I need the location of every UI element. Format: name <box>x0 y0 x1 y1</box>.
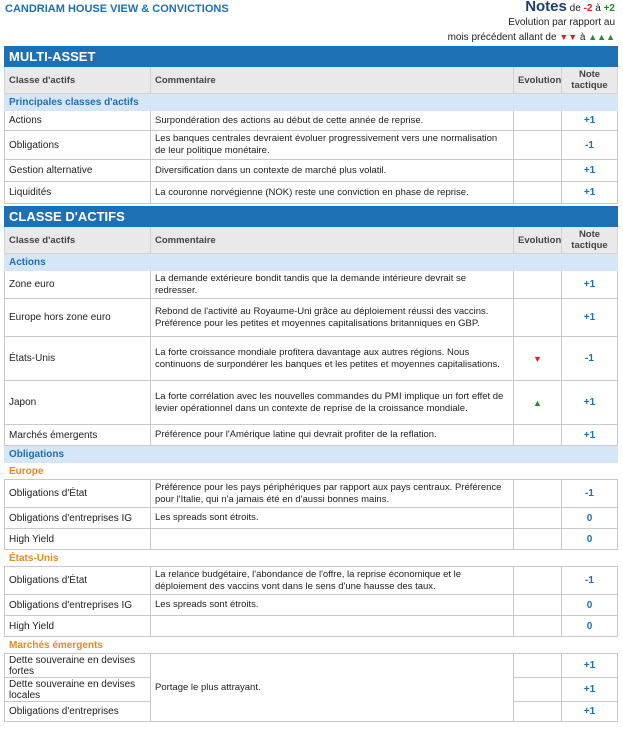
col-evolution: Evolution <box>514 67 562 94</box>
table-row <box>5 616 618 637</box>
notes-max: +2 <box>603 3 615 14</box>
comment-cell: Les spreads sont étroits. <box>151 595 514 616</box>
asset-name: Zone euro <box>5 271 151 299</box>
asset-name: Europe hors zone euro <box>5 299 151 337</box>
comment-cell: Préférence pour l'Amérique latine qui devrait profiter de la reflation. <box>151 425 514 446</box>
table-row <box>5 567 618 595</box>
comment-cell: Rebond de l'activité au Royaume-Uni grâce au déploiement réussi des vaccins. Préférence pour les petites et moyennes capitalisations britanniques en GBP. <box>151 299 514 337</box>
table-row <box>5 111 618 131</box>
subcat-bonds: Obligations <box>5 446 618 463</box>
down-arrow-icon: ▼▼ <box>559 32 578 42</box>
up-arrow-icon: ▲ <box>514 381 562 425</box>
asset-name: Obligations d'entreprises IG <box>5 595 151 616</box>
table-row <box>5 425 618 446</box>
table-row <box>5 182 618 204</box>
column-header-row <box>5 227 618 254</box>
notes-legend <box>448 0 615 45</box>
notes-title: Notes <box>525 0 567 15</box>
comment-cell: La couronne norvégienne (NOK) reste une conviction en phase de reprise. <box>151 182 514 204</box>
col-evolution: Evolution <box>514 227 562 254</box>
table-row <box>5 337 618 381</box>
asset-name: Obligations <box>5 131 151 160</box>
evolution-cell <box>514 182 562 204</box>
evolution-cell <box>514 480 562 508</box>
evolution-cell <box>514 111 562 131</box>
note-cell: +1 <box>562 182 618 204</box>
note-cell: +1 <box>562 425 618 446</box>
asset-name: Liquidités <box>5 182 151 204</box>
comment-cell <box>151 529 514 550</box>
note-cell: 0 <box>562 508 618 529</box>
comment-cell <box>151 616 514 637</box>
note-cell: +1 <box>562 271 618 299</box>
asset-name: Marchés émergents <box>5 425 151 446</box>
note-cell: +1 <box>562 678 618 702</box>
subcat-actions: Actions <box>5 254 618 271</box>
table-row <box>5 508 618 529</box>
note-cell: +1 <box>562 654 618 678</box>
evolution-cell <box>514 567 562 595</box>
evolution-cell <box>514 299 562 337</box>
notes-de: de <box>569 3 581 14</box>
table-row <box>5 654 618 678</box>
region-europe: Europe <box>5 463 618 480</box>
col-asset: Classe d'actifs <box>5 67 151 94</box>
comment-cell: La forte corrélation avec les nouvelles commandes du PMI implique un fort effet de levier opérationnel dans un contexte de reprise de la croissance mondiale. <box>151 381 514 425</box>
note-cell: -1 <box>562 480 618 508</box>
asset-name: Japon <box>5 381 151 425</box>
evolution-cell <box>514 131 562 160</box>
comment-cell: La forte croissance mondiale profitera davantage aux autres régions. Nous continuons de surpondérer les banques et les petites et moyennes capitalisations. <box>151 337 514 381</box>
asset-class-table <box>4 206 618 722</box>
region-emerging: Marchés émergents <box>5 637 618 654</box>
comment-cell: Préférence pour les pays périphériques par rapport aux pays centraux. Préférence pour l'Italie, qui n'a jamais été en d'aussi bonnes mains. <box>151 480 514 508</box>
page-title: CANDRIAM HOUSE VIEW & CONVICTIONS <box>5 3 229 15</box>
note-cell: -1 <box>562 567 618 595</box>
asset-name: Gestion alternative <box>5 160 151 182</box>
asset-name: Obligations d'État <box>5 567 151 595</box>
legend-line2: mois précédent allant de <box>447 32 557 43</box>
comment-cell: La demande extérieure bondit tandis que la demande intérieure devrait se redresser. <box>151 271 514 299</box>
section-asset-class <box>5 207 618 227</box>
asset-name: Dette souveraine en devises fortes <box>5 654 151 678</box>
section-multi-asset <box>5 47 618 67</box>
evolution-cell <box>514 160 562 182</box>
region-us: États-Unis <box>5 550 618 567</box>
comment-cell: Surpondération des actions au début de cette année de reprise. <box>151 111 514 131</box>
comment-cell: Portage le plus attrayant. <box>151 654 514 722</box>
asset-name: High Yield <box>5 529 151 550</box>
evolution-cell <box>514 595 562 616</box>
note-cell: 0 <box>562 595 618 616</box>
col-comment: Commentaire <box>151 227 514 254</box>
evolution-cell <box>514 508 562 529</box>
table-row <box>5 160 618 182</box>
note-cell: -1 <box>562 337 618 381</box>
asset-name: High Yield <box>5 616 151 637</box>
asset-name: Actions <box>5 111 151 131</box>
note-cell: 0 <box>562 616 618 637</box>
asset-name: Obligations d'entreprises IG <box>5 508 151 529</box>
note-cell: 0 <box>562 529 618 550</box>
multi-asset-table <box>4 46 618 204</box>
evolution-cell <box>514 529 562 550</box>
col-note: Note tactique <box>562 227 618 254</box>
comment-cell: Les banques centrales devraient évoluer progressivement vers une normalisation de leur politique monétaire. <box>151 131 514 160</box>
col-note: Note tactique <box>562 67 618 94</box>
table-row <box>5 480 618 508</box>
col-comment: Commentaire <box>151 67 514 94</box>
asset-name: Obligations d'entreprises <box>5 702 151 722</box>
evolution-cell <box>514 616 562 637</box>
legend-line1: Evolution par rapport au <box>508 17 615 28</box>
asset-name: Dette souveraine en devises locales <box>5 678 151 702</box>
note-cell: +1 <box>562 702 618 722</box>
asset-name: Obligations d'État <box>5 480 151 508</box>
column-header-row <box>5 67 618 94</box>
up-arrow-icon: ▲▲▲ <box>588 32 615 42</box>
notes-min: -2 <box>583 3 593 14</box>
evolution-cell <box>514 654 562 678</box>
evolution-cell <box>514 425 562 446</box>
evolution-cell <box>514 702 562 722</box>
legend-a: à <box>579 32 586 43</box>
evolution-cell <box>514 678 562 702</box>
subcat-main-classes: Principales classes d'actifs <box>5 94 618 111</box>
table-row <box>5 271 618 299</box>
note-cell: +1 <box>562 160 618 182</box>
note-cell: +1 <box>562 299 618 337</box>
col-asset: Classe d'actifs <box>5 227 151 254</box>
table-row <box>5 131 618 160</box>
down-arrow-icon: ▼ <box>514 337 562 381</box>
evolution-cell <box>514 271 562 299</box>
comment-cell: Diversification dans un contexte de marché plus volatil. <box>151 160 514 182</box>
table-row <box>5 381 618 425</box>
comment-cell: La relance budgétaire, l'abondance de l'offre, la reprise économique et le déploiement des vaccins vont dans le sens d'une hausse des taux. <box>151 567 514 595</box>
comment-cell: Les spreads sont étroits. <box>151 508 514 529</box>
section-title: CLASSE D'ACTIFS <box>5 207 618 227</box>
notes-a: à <box>595 3 601 14</box>
note-cell: -1 <box>562 131 618 160</box>
note-cell: +1 <box>562 111 618 131</box>
table-row <box>5 299 618 337</box>
table-row <box>5 595 618 616</box>
asset-name: États-Unis <box>5 337 151 381</box>
table-row <box>5 529 618 550</box>
section-title: MULTI-ASSET <box>5 47 618 67</box>
note-cell: +1 <box>562 381 618 425</box>
